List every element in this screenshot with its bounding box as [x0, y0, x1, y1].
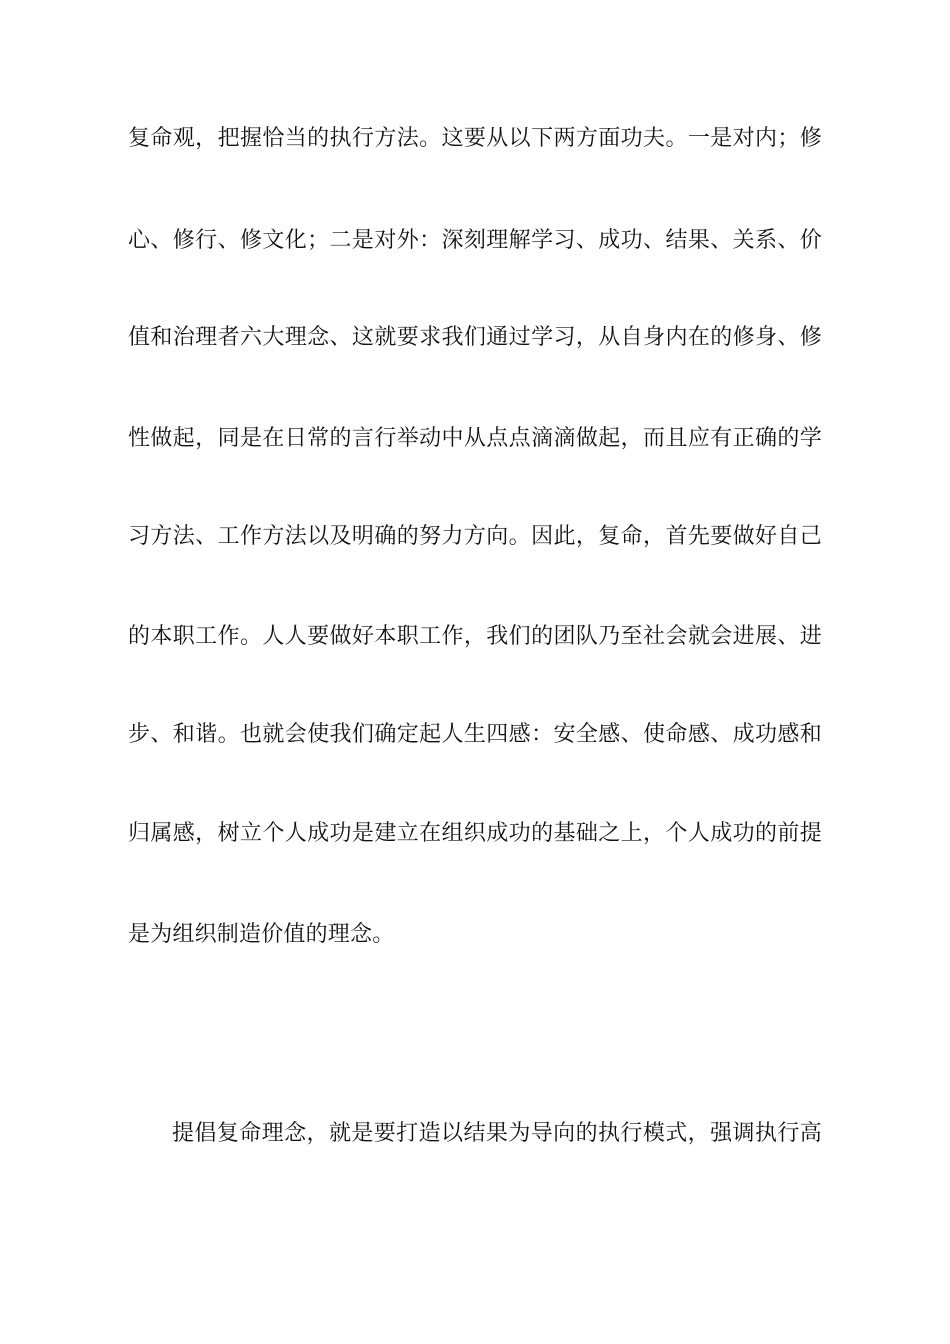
paragraph-1-line-4: 性做起，同是在日常的言行举动中从点点滴滴做起，而且应有正确的学: [128, 426, 822, 451]
paragraph-2-line-1: 提倡复命理念，就是要打造以结果为导向的执行模式，强调执行高: [172, 1121, 822, 1146]
paragraph-1-line-1: 复命观，把握恰当的执行方法。这要从以下两方面功夫。一是对内；修: [128, 126, 822, 151]
paragraph-1-line-8: 归属感，树立个人成功是建立在组织成功的基础之上，个人成功的前提: [128, 821, 822, 846]
paragraph-1-line-2: 心、修行、修文化；二是对外：深刻理解学习、成功、结果、关系、价: [128, 228, 822, 253]
paragraph-1-line-6: 的本职工作。人人要做好本职工作，我们的团队乃至社会就会进展、进: [128, 624, 822, 649]
paragraph-1-line-7: 步、和谐。也就会使我们确定起人生四感：安全感、使命感、成功感和: [128, 722, 822, 747]
paragraph-1-line-3: 值和治理者六大理念、这就要求我们通过学习，从自身内在的修身、修: [128, 325, 822, 350]
paragraph-1-line-9: 是为组织制造价值的理念。: [128, 922, 395, 947]
paragraph-1-line-5: 习方法、工作方法以及明确的努力方向。因此，复命，首先要做好自己: [128, 524, 822, 549]
